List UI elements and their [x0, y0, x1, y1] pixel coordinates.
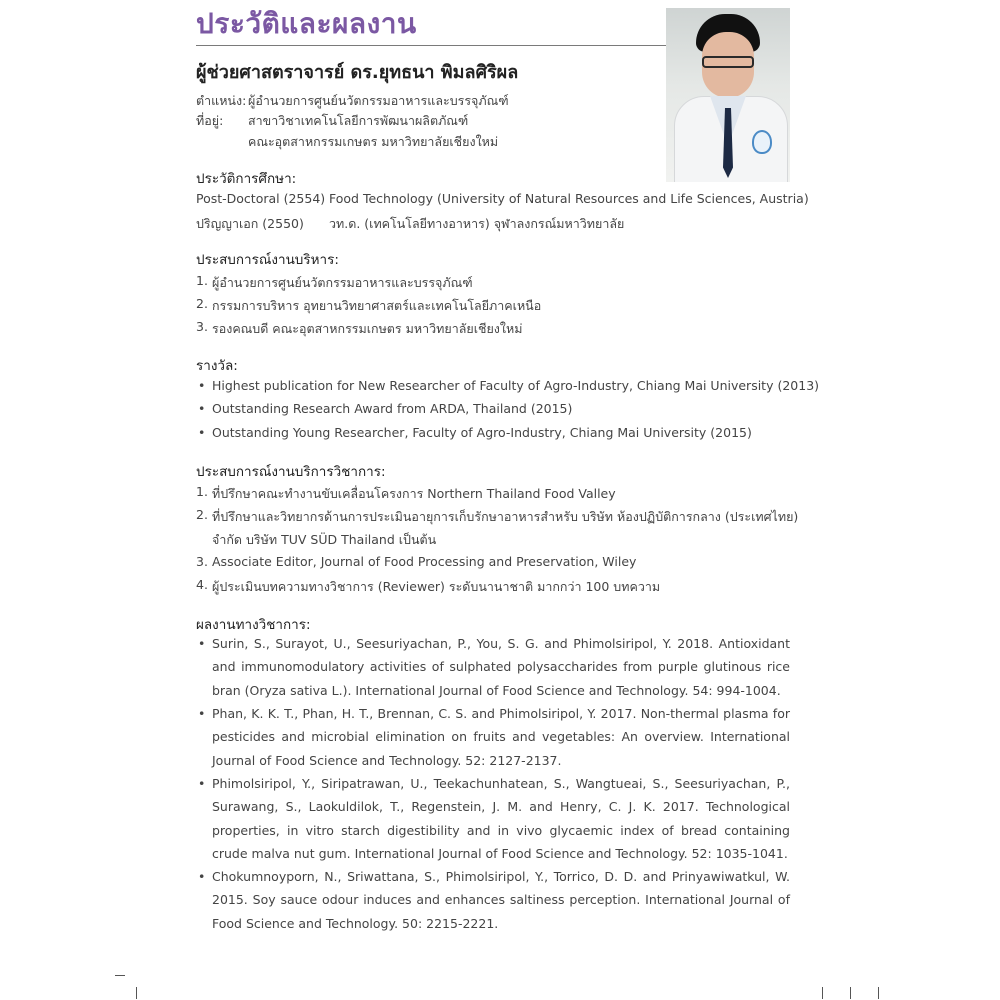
bullet-icon: • [198, 706, 206, 721]
award-item: Outstanding Research Award from ARDA, Thailand (2015) [212, 401, 573, 416]
education-detail: Food Technology (University of Natural Resources and Life Sciences, Austria) [329, 191, 809, 206]
bullet-icon: • [198, 378, 206, 393]
award-item: Outstanding Young Researcher, Faculty of Agro-Industry, Chiang Mai University (2015) [212, 425, 752, 440]
glasses-shape [702, 56, 754, 68]
service-item: ผู้ประเมินบทความทางวิชาการ (Reviewer) ระดับนานาชาติ มากกว่า 100 บทความ [212, 579, 661, 594]
service-item: ที่ปรึกษาคณะทำงานขับเคลื่อนโครงการ Northern Thailand Food Valley [212, 486, 616, 501]
address-value-1: สาขาวิชาเทคโนโลยีการพัฒนาผลิตภัณฑ์ [248, 113, 469, 128]
address-label: ที่อยู่: [196, 113, 224, 128]
education-detail: วท.ด. (เทคโนโลยีทางอาหาร) จุฬาลงกรณ์มหาวิทยาลัย [329, 216, 625, 231]
publication-item: Surin, S., Surayot, U., Seesuriyachan, P., You, S. G. and Phimolsiripol, Y. 2018. Antioxidant and immunomodulatory activities of sulphated polysaccharides from purple glutinous rice bran (Oryza sativa L.). International Journal of Food Science and Technology. 54: 994-1004. [212, 636, 790, 698]
admin-heading: ประสบการณ์งานบริหาร: [196, 252, 339, 268]
bullet-icon: • [198, 636, 206, 651]
crop-mark [878, 987, 879, 999]
admin-item: 2. กรรมการบริหาร อุทยานวิทยาศาสตร์และเทคโนโลยีภาคเหนือ [196, 296, 542, 313]
education-degree: ปริญญาเอก (2550) [196, 216, 304, 231]
address-line-2 [196, 132, 499, 149]
service-heading: ประสบการณ์งานบริการวิชาการ: [196, 464, 386, 480]
bullet-icon: • [198, 425, 206, 440]
awards-heading: รางวัล: [196, 358, 238, 374]
portrait-photo [666, 8, 790, 182]
university-logo-icon [752, 130, 772, 154]
education-heading: ประวัติการศึกษา: [196, 171, 297, 187]
position-line [196, 91, 509, 111]
publication-item: Chokumnoyporn, N., Sriwattana, S., Phimolsiripol, Y., Torrico, D. D. and Prinyawiwatkul, W. 2015. Soy sauce odour induces and enhances saltiness perception. International Journal of Food Science and Technology. 50: 2215-2221. [212, 869, 790, 931]
education-row [196, 191, 809, 206]
publication-item: Phan, K. K. T., Phan, H. T., Brennan, C. S. and Phimolsiripol, Y. 2017. Non-thermal plasma for pesticides and microbial elimination on fruits and vegetables: An overview. International Journal of Food Science and Technology. 52: 2127-2137. [212, 706, 790, 768]
address-line-1 [196, 111, 469, 131]
crop-mark [850, 987, 851, 999]
position-label: ตำแหน่ง: [196, 93, 247, 108]
crop-mark [136, 987, 137, 999]
publication-item: Phimolsiripol, Y., Siripatrawan, U., Teekachunhatean, S., Wangtueai, S., Seesuriyachan, P., Surawang, S., Laokuldilok, T., Regenstein, J. M. and Henry, C. J. K. 2017. Technological properties, in vitro starch digestibility and in vivo glycaemic index of bread containing crude malva nut gum. International Journal of Food Science and Technology. 52: 1035-1041. [212, 776, 790, 861]
page-title: ประวัติและผลงาน [196, 7, 417, 40]
bullet-icon: • [198, 401, 206, 416]
title-divider [196, 45, 666, 46]
bullet-icon: • [198, 869, 206, 884]
admin-item: 3. รองคณบดี คณะอุตสาหกรรมเกษตร มหาวิทยาลัยเชียงใหม่ [196, 319, 523, 336]
education-row [196, 214, 625, 234]
works-heading: ผลงานทางวิชาการ: [196, 617, 311, 633]
award-item: Highest publication for New Researcher of Faculty of Agro-Industry, Chiang Mai University (2013) [212, 378, 820, 393]
person-name: ผู้ช่วยศาสตราจารย์ ดร.ยุทธนา พิมลศิริผล [196, 62, 519, 83]
service-item: ที่ปรึกษาและวิทยากรด้านการประเมินอายุการเก็บรักษาอาหารสำหรับ บริษัท ห้องปฏิบัติการกลาง (ประเทศไทย) [212, 509, 799, 524]
admin-item: 1. ผู้อำนวยการศูนย์นวัตกรรมอาหารและบรรจุภัณฑ์ [196, 273, 473, 290]
crop-mark [115, 975, 125, 976]
service-item-continued: จำกัด บริษัท TUV SÜD Thailand เป็นต้น [212, 532, 437, 547]
position-value: ผู้อำนวยการศูนย์นวัตกรรมอาหารและบรรจุภัณฑ์ [248, 93, 509, 108]
profile-page: ประวัติและผลงาน ผู้ช่วยศาสตราจารย์ ดร.ยุทธนา พิมลศิริผล ตำแหน่ง: ผู้อำนวยการศูนย์นวัตกรรมอาหารและบรรจุภัณฑ์ ที่อยู่: สาขาวิชาเทคโนโลยีการพัฒนาผลิตภัณฑ์ คณะอุตสาหกรรมเกษตร มหาวิทยาลัยเชียงใหม่ ประวัติการศึกษา: Post-Doctoral (2554) Food Technology (University of Natural Resources and Life Sciences, Austria) ปริญญาเอก (2550) วท.ด. (เทคโนโลยีทางอาหาร) จุฬาลงกรณ์มหาวิทยาลัย ประสบการณ์งานบริหาร: 1. ผู้อำนวยการศูนย์นวัตกรรมอาหารและบรรจุภัณฑ์ 2. กรรมการบริหาร อุทยานวิทยาศาสตร์และเทคโนโลยีภาคเหนือ 3. รองคณบดี คณะอุตสาหกรรมเกษตร มหาวิทยาลัยเชียงใหม่ รางวัล: • Highest publication for New Researcher of Faculty of Agro-Industry, Chiang Mai University (2013) • Outstanding Research Award from ARDA, Thailand (2015) • Outstanding Young Researcher, Faculty of Agro-Industry, Chiang Mai University (2015) ประสบการณ์งานบริการวิชาการ: 1. ที่ปรึกษาคณะทำงานขับเคลื่อนโครงการ Northern Thailand Food Valley 2. ที่ปรึกษาและวิทยากรด้านการประเมินอายุการเก็บรักษาอาหารสำหรับ บริษัท ห้องปฏิบัติการกลาง (ประเทศไทย) จำกัด บริษัท TUV SÜD Thailand เป็นต้น 3. Associate Editor, Journal of Food Processing and Preservation, Wiley 4. ผู้ประเมินบทความทางวิชาการ (Reviewer) ระดับนานาชาติ มากกว่า 100 บทความ ผลงานทางวิชาการ: • Surin, S., Surayot, U., Seesuriyachan, P., You, S. G. and Phimolsiripol, Y. 2018. Antioxidant and immunomodulatory activities of sulphated polysaccharides from purple glutinous rice bran (Oryza sativa L.). International Journal of Food Science and Technology. 54: 994-1004. • Phan, K. K. T., Phan, H. T., Brennan, C. S. and Phimolsiripol, Y. 2017. Non-thermal plasma for pesticides and microbial elimination on fruits and vegetables: An overview. International Journal of Food Science and Technology. 52: 2127-2137. • Phimolsiripol, Y., Siripatrawan, U., Teekachunhatean, S., Wangtueai, S., Seesuriyachan, P., Surawang, S., Laokuldilok, T., Regenstein, J. M. and Henry, C. J. K. 2017. Technological properties, in vitro starch digestibility and in vivo glycaemic index of bread containing crude malva nut gum. International Journal of Food Science and Technology. 52: 1035-1041. • Chokumnoyporn, N., Sriwattana, S., Phimolsiripol, Y., Torrico, D. D. and Prinyawiwatkul, W. 2015. Soy sauce odour induces and enhances saltiness perception. International Journal of Food Science and Technology. 50: 2215-2221. [0, 0, 1000, 1000]
service-item: Associate Editor, Journal of Food Processing and Preservation, Wiley [212, 554, 637, 569]
education-degree: Post-Doctoral (2554) [196, 191, 326, 206]
bullet-icon: • [198, 776, 206, 791]
address-value-2: คณะอุตสาหกรรมเกษตร มหาวิทยาลัยเชียงใหม่ [248, 134, 499, 149]
crop-mark [822, 987, 823, 999]
